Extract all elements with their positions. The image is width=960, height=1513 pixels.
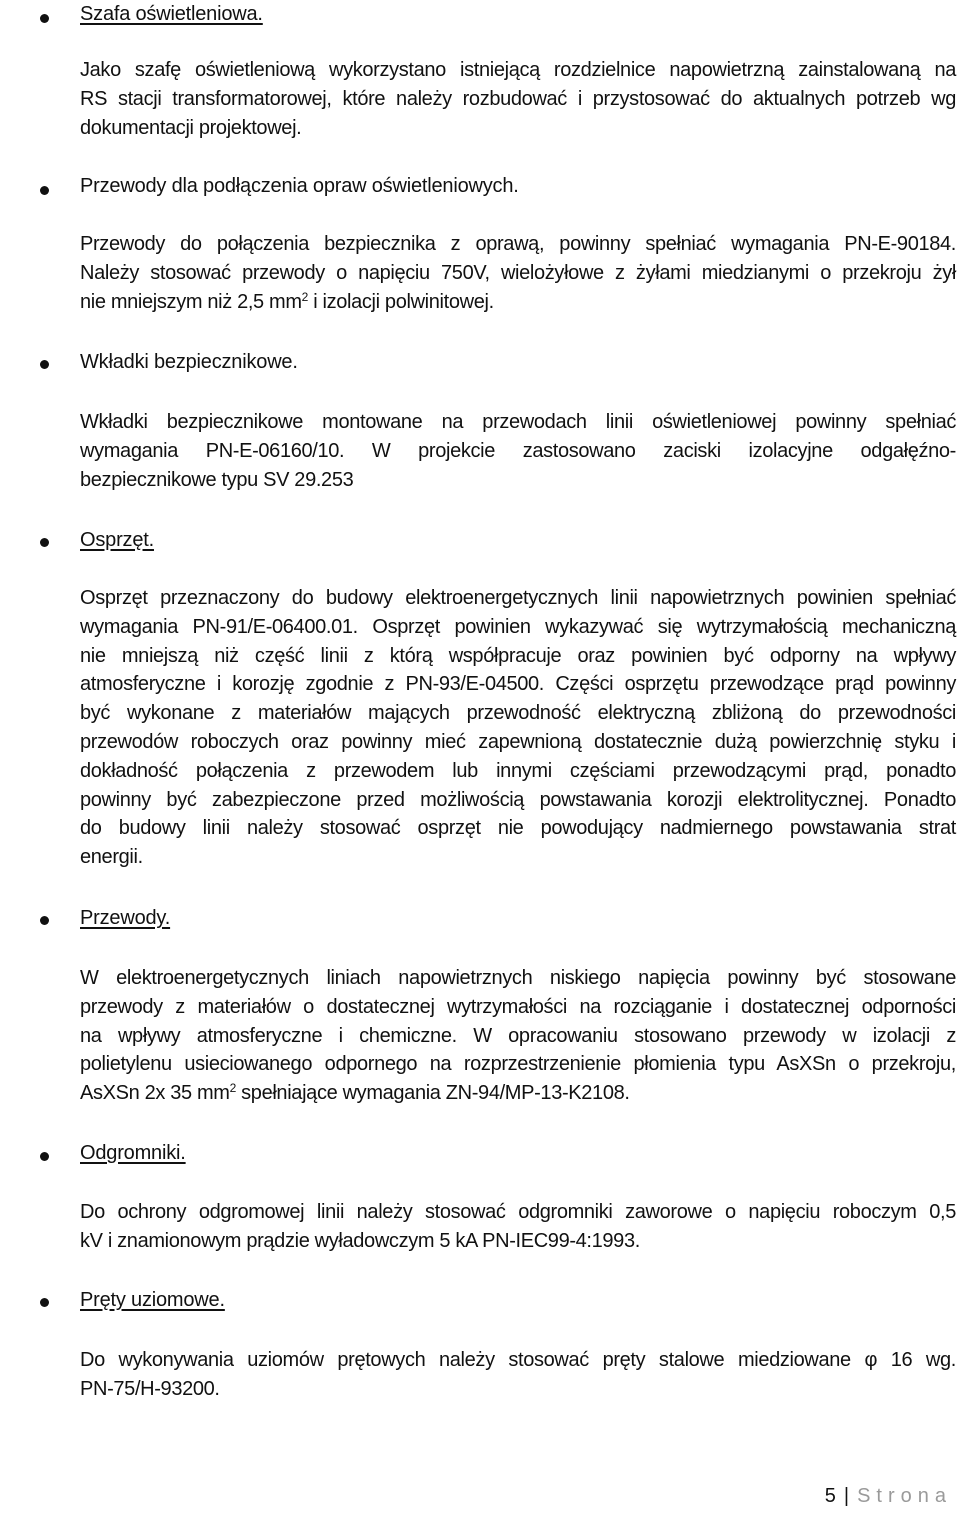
paragraph-line: dokumentacji projektowej. [80, 116, 302, 139]
section-body-prety [80, 1346, 956, 1404]
paragraph-line: polietylenu usieciowanego odpornego na rozprzestrzenienie płomienia typu AsXSn o przekroju, [80, 1053, 956, 1076]
bullet-icon [40, 916, 49, 925]
line-text: i izolacji polwinitowej. [308, 290, 494, 313]
page-footer [825, 1483, 952, 1509]
paragraph-line: atmosferyczne i korozję zgodnie z PN-93/E-04500. Części osprzętu przewodzące prąd powinny [80, 673, 956, 696]
page-number: 5 [824, 1485, 836, 1507]
line-text: nie mniejszym niż 2,5 mm [80, 290, 302, 313]
paragraph-line: Do ochrony odgromowej linii należy stosować odgromniki zaworowe o napięciu roboczym 0,5 [80, 1201, 956, 1223]
section-body-odgromniki [80, 1198, 956, 1256]
bullet-icon [40, 1152, 49, 1161]
bullet-icon [40, 186, 49, 195]
paragraph-line: kV i znamionowym prądzie wyładowczym 5 kA PN-IEC99-4:1993. [80, 1229, 640, 1252]
paragraph-line: wymagania PN-91/E-06400.01. Osprzęt powinien wykazywać się wytrzymałością mechaniczną [80, 615, 956, 638]
paragraph-line: powinny być zabezpieczone przed możliwością powstawania korozji elektrolitycznej. Ponadto [80, 788, 956, 811]
paragraph-line: Wkładki bezpiecznikowe montowane na przewodach linii oświetleniowej powinny spełniać [80, 411, 956, 433]
section-body-osprzet [80, 584, 956, 872]
footer-label: Strona [857, 1485, 952, 1507]
line-text: AsXSn 2x 35 mm [80, 1082, 230, 1105]
paragraph-line [80, 1079, 956, 1108]
bullet-icon [40, 538, 49, 547]
paragraph-line: bezpiecznikowe typu SV 29.253 [80, 468, 354, 491]
paragraph-line [80, 288, 956, 317]
line-text: spełniające wymagania ZN-94/MP-13-K2108. [235, 1082, 630, 1105]
section-heading-odgromniki: Odgromniki. [80, 1142, 186, 1164]
bullet-icon [40, 1298, 49, 1307]
section-heading-prety: Pręty uziomowe. [80, 1289, 225, 1311]
footer-separator: | [843, 1485, 850, 1507]
section-heading-osprzet: Osprzęt. [80, 529, 154, 551]
section-body-przewody-opraw [80, 230, 956, 316]
paragraph-line: PN-75/H-93200. [80, 1377, 220, 1400]
section-heading-wkladki: Wkładki bezpiecznikowe. [80, 351, 298, 373]
paragraph-line: przewody z materiałów o dostatecznej wytrzymałości na rozciąganie i dostatecznej odporności [80, 995, 956, 1018]
paragraph-line: nie mniejszą niż część linii z którą współpracuje oraz powinien być odporny na wpływy [80, 644, 956, 667]
paragraph-line: energii. [80, 846, 143, 869]
paragraph-line: przewodów roboczych oraz powinny mieć zapewnioną dostatecznie dużą powierzchnię styku i [80, 730, 956, 753]
section-body-szafa [80, 56, 956, 142]
section-heading-przewody-opraw: Przewody dla podłączenia opraw oświetleniowych. [80, 175, 519, 197]
paragraph-line: RS stacji transformatorowej, które należy rozbudować i przystosować do aktualnych potrzeb wg [80, 87, 956, 110]
paragraph-line: Jako szafę oświetleniową wykorzystano istniejącą rozdzielnice napowietrzną zainstalowaną na [80, 59, 956, 81]
paragraph-line: W elektroenergetycznych liniach napowietrznych niskiego napięcia powinny być stosowane [80, 967, 956, 989]
superscript: 2 [301, 289, 308, 304]
bullet-icon [40, 14, 49, 23]
section-heading-przewody: Przewody. [80, 907, 171, 929]
paragraph-line: Przewody do połączenia bezpiecznika z oprawą, powinny spełniać wymagania PN-E-90184. [80, 233, 956, 255]
bullet-icon [40, 360, 49, 369]
paragraph-line: Należy stosować przewody o napięciu 750V, wielożyłowe z żyłami miedzianymi o przekroju żył [80, 261, 956, 284]
paragraph-line: na wpływy atmosferyczne i chemiczne. W opracowaniu stosowano przewody w izolacji z [80, 1024, 956, 1047]
section-heading-szafa: Szafa oświetleniowa. [80, 3, 263, 25]
section-body-wkladki [80, 408, 956, 494]
section-body-przewody [80, 964, 956, 1108]
paragraph-line: do budowy linii należy stosować osprzęt nie powodujący nadmiernego powstawania strat [80, 817, 956, 840]
paragraph-line: być wykonane z materiałów mających przewodność elektryczną zbliżoną do przewodności [80, 702, 956, 725]
paragraph-line: dokładność połączenia z przewodem lub innymi częściami przewodzącymi prąd, ponadto [80, 759, 956, 782]
paragraph-line: wymagania PN-E-06160/10. W projekcie zastosowano zaciski izolacyjne odgałęźno- [80, 439, 956, 462]
paragraph-line: Osprzęt przeznaczony do budowy elektroenergetycznych linii napowietrznych powinien spełniać [80, 587, 956, 609]
paragraph-line: Do wykonywania uziomów prętowych należy stosować pręty stalowe miedziowane φ 16 wg. [80, 1349, 956, 1371]
superscript: 2 [229, 1081, 236, 1096]
